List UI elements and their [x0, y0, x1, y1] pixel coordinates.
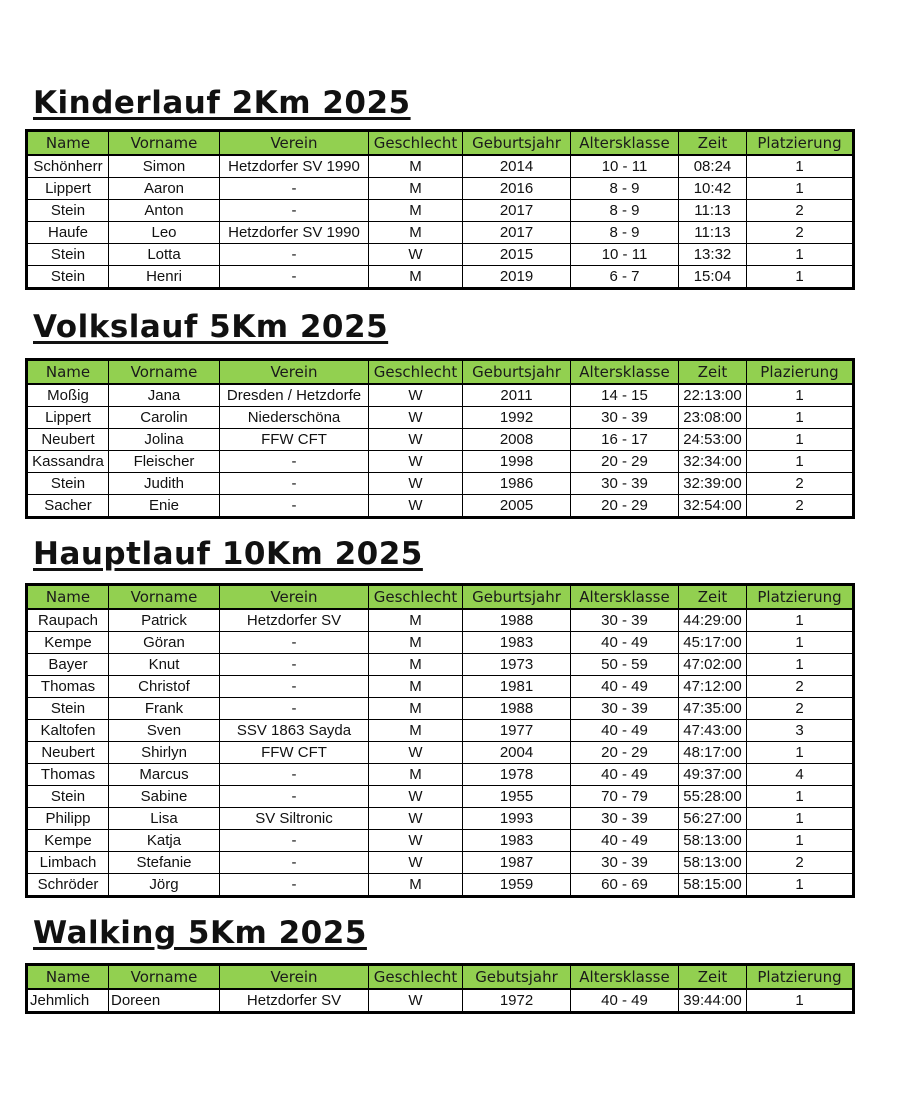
cell-name: Philipp: [27, 808, 109, 830]
cell-vorname: Katja: [109, 830, 220, 852]
section-title-walking: Walking 5Km 2025: [33, 915, 367, 951]
cell-verein: FFW CFT: [220, 429, 369, 451]
cell-name: Neubert: [27, 429, 109, 451]
table-row: [27, 676, 854, 698]
cell-verein: -: [220, 244, 369, 266]
cell-vorname: Simon: [109, 155, 220, 178]
cell-geschlecht: M: [369, 874, 463, 897]
cell-zeit: 32:54:00: [679, 495, 747, 518]
cell-verein: -: [220, 178, 369, 200]
cell-name: Neubert: [27, 742, 109, 764]
cell-vorname: Sven: [109, 720, 220, 742]
cell-zeit: 32:34:00: [679, 451, 747, 473]
cell-zeit: 56:27:00: [679, 808, 747, 830]
column-header-platzierung: Plazierung: [747, 360, 854, 385]
cell-geburtsjahr: 1973: [463, 654, 571, 676]
cell-altersklasse: 20 - 29: [571, 451, 679, 473]
cell-geburtsjahr: 2019: [463, 266, 571, 289]
cell-geburtsjahr: 2017: [463, 222, 571, 244]
cell-vorname: Lotta: [109, 244, 220, 266]
column-header-geschlecht: Geschlecht: [369, 360, 463, 385]
cell-geschlecht: M: [369, 676, 463, 698]
cell-vorname: Jana: [109, 384, 220, 407]
cell-altersklasse: 10 - 11: [571, 244, 679, 266]
cell-name: Stein: [27, 698, 109, 720]
cell-name: Lippert: [27, 407, 109, 429]
cell-platzierung: 2: [747, 473, 854, 495]
cell-vorname: Sabine: [109, 786, 220, 808]
cell-geburtsjahr: 1959: [463, 874, 571, 897]
cell-zeit: 11:13: [679, 222, 747, 244]
cell-altersklasse: 30 - 39: [571, 473, 679, 495]
cell-altersklasse: 40 - 49: [571, 676, 679, 698]
column-header-altersklasse: Altersklasse: [571, 965, 679, 990]
cell-zeit: 47:12:00: [679, 676, 747, 698]
column-header-zeit: Zeit: [679, 360, 747, 385]
cell-altersklasse: 6 - 7: [571, 266, 679, 289]
cell-platzierung: 1: [747, 742, 854, 764]
cell-altersklasse: 40 - 49: [571, 632, 679, 654]
cell-geschlecht: M: [369, 222, 463, 244]
cell-geburtsjahr: 1972: [463, 989, 571, 1013]
cell-altersklasse: 8 - 9: [571, 200, 679, 222]
table-row: [27, 852, 854, 874]
cell-altersklasse: 30 - 39: [571, 698, 679, 720]
cell-platzierung: 1: [747, 178, 854, 200]
cell-platzierung: 1: [747, 384, 854, 407]
cell-zeit: 55:28:00: [679, 786, 747, 808]
cell-platzierung: 1: [747, 632, 854, 654]
results-table-walking: [25, 963, 855, 1014]
cell-name: Kassandra: [27, 451, 109, 473]
cell-verein: -: [220, 874, 369, 897]
cell-altersklasse: 10 - 11: [571, 155, 679, 178]
cell-verein: Dresden / Hetzdorfe: [220, 384, 369, 407]
cell-verein: -: [220, 830, 369, 852]
cell-altersklasse: 8 - 9: [571, 222, 679, 244]
cell-vorname: Christof: [109, 676, 220, 698]
section-title-kinderlauf: Kinderlauf 2Km 2025: [33, 85, 411, 121]
table-row: [27, 200, 854, 222]
cell-altersklasse: 16 - 17: [571, 429, 679, 451]
cell-altersklasse: 8 - 9: [571, 178, 679, 200]
column-header-vorname: Vorname: [109, 585, 220, 610]
cell-zeit: 58:15:00: [679, 874, 747, 897]
cell-verein: -: [220, 764, 369, 786]
column-header-geburtsjahr: Geburtsjahr: [463, 131, 571, 156]
table-row: [27, 609, 854, 632]
cell-vorname: Anton: [109, 200, 220, 222]
cell-platzierung: 1: [747, 989, 854, 1013]
cell-geschlecht: W: [369, 495, 463, 518]
cell-zeit: 15:04: [679, 266, 747, 289]
cell-name: Kaltofen: [27, 720, 109, 742]
cell-geburtsjahr: 1983: [463, 632, 571, 654]
cell-platzierung: 4: [747, 764, 854, 786]
column-header-altersklasse: Altersklasse: [571, 131, 679, 156]
cell-geschlecht: M: [369, 200, 463, 222]
table-row: [27, 222, 854, 244]
cell-geburtsjahr: 1977: [463, 720, 571, 742]
cell-name: Stein: [27, 473, 109, 495]
column-header-zeit: Zeit: [679, 131, 747, 156]
cell-geschlecht: W: [369, 407, 463, 429]
table-row: [27, 632, 854, 654]
table-row: [27, 830, 854, 852]
table-row: [27, 155, 854, 178]
cell-verein: -: [220, 451, 369, 473]
cell-name: Schönherr: [27, 155, 109, 178]
cell-geschlecht: M: [369, 654, 463, 676]
column-header-vorname: Vorname: [109, 131, 220, 156]
cell-platzierung: 1: [747, 155, 854, 178]
cell-geburtsjahr: 1992: [463, 407, 571, 429]
table-row: [27, 808, 854, 830]
table-row: [27, 989, 854, 1013]
cell-name: Jehmlich: [27, 989, 109, 1013]
cell-zeit: 58:13:00: [679, 830, 747, 852]
cell-vorname: Knut: [109, 654, 220, 676]
cell-verein: Hetzdorfer SV: [220, 609, 369, 632]
cell-geschlecht: M: [369, 764, 463, 786]
cell-geburtsjahr: 1998: [463, 451, 571, 473]
column-header-name: Name: [27, 360, 109, 385]
cell-platzierung: 1: [747, 244, 854, 266]
header-row: [27, 965, 854, 990]
cell-altersklasse: 30 - 39: [571, 609, 679, 632]
cell-verein: SV Siltronic: [220, 808, 369, 830]
cell-vorname: Judith: [109, 473, 220, 495]
cell-geschlecht: W: [369, 852, 463, 874]
cell-name: Stein: [27, 244, 109, 266]
cell-geschlecht: M: [369, 720, 463, 742]
cell-zeit: 39:44:00: [679, 989, 747, 1013]
column-header-platzierung: Platzierung: [747, 965, 854, 990]
cell-geschlecht: W: [369, 244, 463, 266]
cell-name: Kempe: [27, 632, 109, 654]
cell-altersklasse: 30 - 39: [571, 407, 679, 429]
cell-geburtsjahr: 2011: [463, 384, 571, 407]
cell-geburtsjahr: 2005: [463, 495, 571, 518]
column-header-name: Name: [27, 131, 109, 156]
cell-platzierung: 3: [747, 720, 854, 742]
cell-geburtsjahr: 1987: [463, 852, 571, 874]
column-header-altersklasse: Altersklasse: [571, 585, 679, 610]
cell-vorname: Patrick: [109, 609, 220, 632]
cell-verein: Hetzdorfer SV: [220, 989, 369, 1013]
cell-zeit: 23:08:00: [679, 407, 747, 429]
cell-geburtsjahr: 1988: [463, 698, 571, 720]
table-row: [27, 720, 854, 742]
cell-zeit: 22:13:00: [679, 384, 747, 407]
cell-zeit: 47:43:00: [679, 720, 747, 742]
cell-geburtsjahr: 1986: [463, 473, 571, 495]
cell-name: Schröder: [27, 874, 109, 897]
cell-geschlecht: M: [369, 609, 463, 632]
cell-altersklasse: 30 - 39: [571, 852, 679, 874]
cell-geschlecht: W: [369, 742, 463, 764]
cell-vorname: Stefanie: [109, 852, 220, 874]
cell-platzierung: 2: [747, 200, 854, 222]
cell-verein: -: [220, 676, 369, 698]
cell-name: Kempe: [27, 830, 109, 852]
cell-geschlecht: W: [369, 808, 463, 830]
cell-altersklasse: 40 - 49: [571, 830, 679, 852]
cell-vorname: Jörg: [109, 874, 220, 897]
column-header-geschlecht: Geschlecht: [369, 585, 463, 610]
cell-geburtsjahr: 1981: [463, 676, 571, 698]
cell-geburtsjahr: 2008: [463, 429, 571, 451]
cell-verein: Hetzdorfer SV 1990: [220, 222, 369, 244]
cell-name: Lippert: [27, 178, 109, 200]
cell-vorname: Doreen: [109, 989, 220, 1013]
column-header-verein: Verein: [220, 965, 369, 990]
cell-platzierung: 1: [747, 609, 854, 632]
cell-altersklasse: 50 - 59: [571, 654, 679, 676]
cell-vorname: Leo: [109, 222, 220, 244]
cell-geschlecht: M: [369, 632, 463, 654]
cell-geburtsjahr: 2016: [463, 178, 571, 200]
cell-name: Sacher: [27, 495, 109, 518]
cell-verein: -: [220, 852, 369, 874]
cell-name: Haufe: [27, 222, 109, 244]
cell-platzierung: 1: [747, 808, 854, 830]
column-header-platzierung: Platzierung: [747, 131, 854, 156]
column-header-verein: Verein: [220, 360, 369, 385]
column-header-verein: Verein: [220, 131, 369, 156]
cell-geburtsjahr: 1993: [463, 808, 571, 830]
table-row: [27, 698, 854, 720]
column-header-geburtsjahr: Geburtsjahr: [463, 360, 571, 385]
cell-vorname: Henri: [109, 266, 220, 289]
cell-verein: -: [220, 698, 369, 720]
cell-zeit: 10:42: [679, 178, 747, 200]
cell-zeit: 32:39:00: [679, 473, 747, 495]
table-row: [27, 407, 854, 429]
cell-geburtsjahr: 1955: [463, 786, 571, 808]
cell-verein: FFW CFT: [220, 742, 369, 764]
cell-verein: -: [220, 786, 369, 808]
header-row: [27, 131, 854, 156]
cell-vorname: Aaron: [109, 178, 220, 200]
cell-verein: -: [220, 632, 369, 654]
cell-geschlecht: W: [369, 786, 463, 808]
cell-vorname: Enie: [109, 495, 220, 518]
cell-verein: SSV 1863 Sayda: [220, 720, 369, 742]
cell-zeit: 24:53:00: [679, 429, 747, 451]
column-header-geschlecht: Geschlecht: [369, 965, 463, 990]
cell-geschlecht: M: [369, 698, 463, 720]
cell-zeit: 08:24: [679, 155, 747, 178]
cell-vorname: Lisa: [109, 808, 220, 830]
cell-altersklasse: 40 - 49: [571, 764, 679, 786]
cell-verein: -: [220, 473, 369, 495]
cell-zeit: 45:17:00: [679, 632, 747, 654]
column-header-name: Name: [27, 585, 109, 610]
cell-geschlecht: W: [369, 429, 463, 451]
cell-geschlecht: W: [369, 989, 463, 1013]
column-header-vorname: Vorname: [109, 360, 220, 385]
cell-geburtsjahr: 1983: [463, 830, 571, 852]
cell-altersklasse: 60 - 69: [571, 874, 679, 897]
cell-altersklasse: 70 - 79: [571, 786, 679, 808]
column-header-geburtsjahr: Geburtsjahr: [463, 585, 571, 610]
column-header-geschlecht: Geschlecht: [369, 131, 463, 156]
cell-name: Thomas: [27, 764, 109, 786]
column-header-zeit: Zeit: [679, 965, 747, 990]
cell-zeit: 58:13:00: [679, 852, 747, 874]
cell-geschlecht: W: [369, 384, 463, 407]
cell-name: Limbach: [27, 852, 109, 874]
cell-platzierung: 1: [747, 266, 854, 289]
cell-verein: Hetzdorfer SV 1990: [220, 155, 369, 178]
table-row: [27, 786, 854, 808]
cell-platzierung: 2: [747, 495, 854, 518]
cell-verein: -: [220, 200, 369, 222]
column-header-geburtsjahr: Gebutsjahr: [463, 965, 571, 990]
cell-platzierung: 2: [747, 852, 854, 874]
cell-verein: -: [220, 266, 369, 289]
results-table-hauptlauf: [25, 583, 855, 898]
cell-platzierung: 2: [747, 698, 854, 720]
header-row: [27, 585, 854, 610]
cell-geburtsjahr: 1988: [463, 609, 571, 632]
cell-vorname: Göran: [109, 632, 220, 654]
cell-geburtsjahr: 1978: [463, 764, 571, 786]
cell-geschlecht: W: [369, 473, 463, 495]
cell-platzierung: 2: [747, 222, 854, 244]
cell-platzierung: 1: [747, 830, 854, 852]
cell-geburtsjahr: 2014: [463, 155, 571, 178]
cell-zeit: 49:37:00: [679, 764, 747, 786]
cell-geschlecht: W: [369, 830, 463, 852]
cell-altersklasse: 20 - 29: [571, 742, 679, 764]
cell-platzierung: 1: [747, 786, 854, 808]
cell-vorname: Jolina: [109, 429, 220, 451]
cell-altersklasse: 30 - 39: [571, 808, 679, 830]
cell-vorname: Fleischer: [109, 451, 220, 473]
cell-name: Stein: [27, 266, 109, 289]
cell-name: Thomas: [27, 676, 109, 698]
column-header-name: Name: [27, 965, 109, 990]
cell-platzierung: 2: [747, 676, 854, 698]
cell-verein: -: [220, 495, 369, 518]
cell-altersklasse: 40 - 49: [571, 720, 679, 742]
table-row: [27, 654, 854, 676]
table-row: [27, 742, 854, 764]
cell-name: Raupach: [27, 609, 109, 632]
table-row: [27, 384, 854, 407]
cell-name: Moßig: [27, 384, 109, 407]
table-row: [27, 244, 854, 266]
cell-platzierung: 1: [747, 429, 854, 451]
table-row: [27, 451, 854, 473]
cell-platzierung: 1: [747, 407, 854, 429]
section-title-hauptlauf: Hauptlauf 10Km 2025: [33, 536, 423, 572]
cell-name: Stein: [27, 200, 109, 222]
cell-zeit: 48:17:00: [679, 742, 747, 764]
cell-geschlecht: M: [369, 266, 463, 289]
results-table-volkslauf: [25, 358, 855, 519]
table-row: [27, 266, 854, 289]
cell-altersklasse: 40 - 49: [571, 989, 679, 1013]
cell-geburtsjahr: 2004: [463, 742, 571, 764]
header-row: [27, 360, 854, 385]
table-row: [27, 495, 854, 518]
cell-vorname: Shirlyn: [109, 742, 220, 764]
cell-platzierung: 1: [747, 654, 854, 676]
cell-verein: -: [220, 654, 369, 676]
table-row: [27, 764, 854, 786]
cell-zeit: 47:35:00: [679, 698, 747, 720]
cell-geschlecht: M: [369, 155, 463, 178]
cell-platzierung: 1: [747, 874, 854, 897]
cell-vorname: Carolin: [109, 407, 220, 429]
table-row: [27, 473, 854, 495]
cell-vorname: Frank: [109, 698, 220, 720]
cell-vorname: Marcus: [109, 764, 220, 786]
cell-zeit: 47:02:00: [679, 654, 747, 676]
cell-zeit: 13:32: [679, 244, 747, 266]
column-header-verein: Verein: [220, 585, 369, 610]
column-header-altersklasse: Altersklasse: [571, 360, 679, 385]
cell-geschlecht: M: [369, 178, 463, 200]
cell-geburtsjahr: 2015: [463, 244, 571, 266]
cell-name: Stein: [27, 786, 109, 808]
table-row: [27, 429, 854, 451]
table-row: [27, 178, 854, 200]
cell-platzierung: 1: [747, 451, 854, 473]
cell-altersklasse: 20 - 29: [571, 495, 679, 518]
cell-zeit: 44:29:00: [679, 609, 747, 632]
column-header-platzierung: Platzierung: [747, 585, 854, 610]
column-header-zeit: Zeit: [679, 585, 747, 610]
results-table-kinderlauf: [25, 129, 855, 290]
cell-geburtsjahr: 2017: [463, 200, 571, 222]
cell-name: Bayer: [27, 654, 109, 676]
table-row: [27, 874, 854, 897]
cell-verein: Niederschöna: [220, 407, 369, 429]
cell-geschlecht: W: [369, 451, 463, 473]
cell-zeit: 11:13: [679, 200, 747, 222]
cell-altersklasse: 14 - 15: [571, 384, 679, 407]
section-title-volkslauf: Volkslauf 5Km 2025: [33, 309, 389, 345]
column-header-vorname: Vorname: [109, 965, 220, 990]
